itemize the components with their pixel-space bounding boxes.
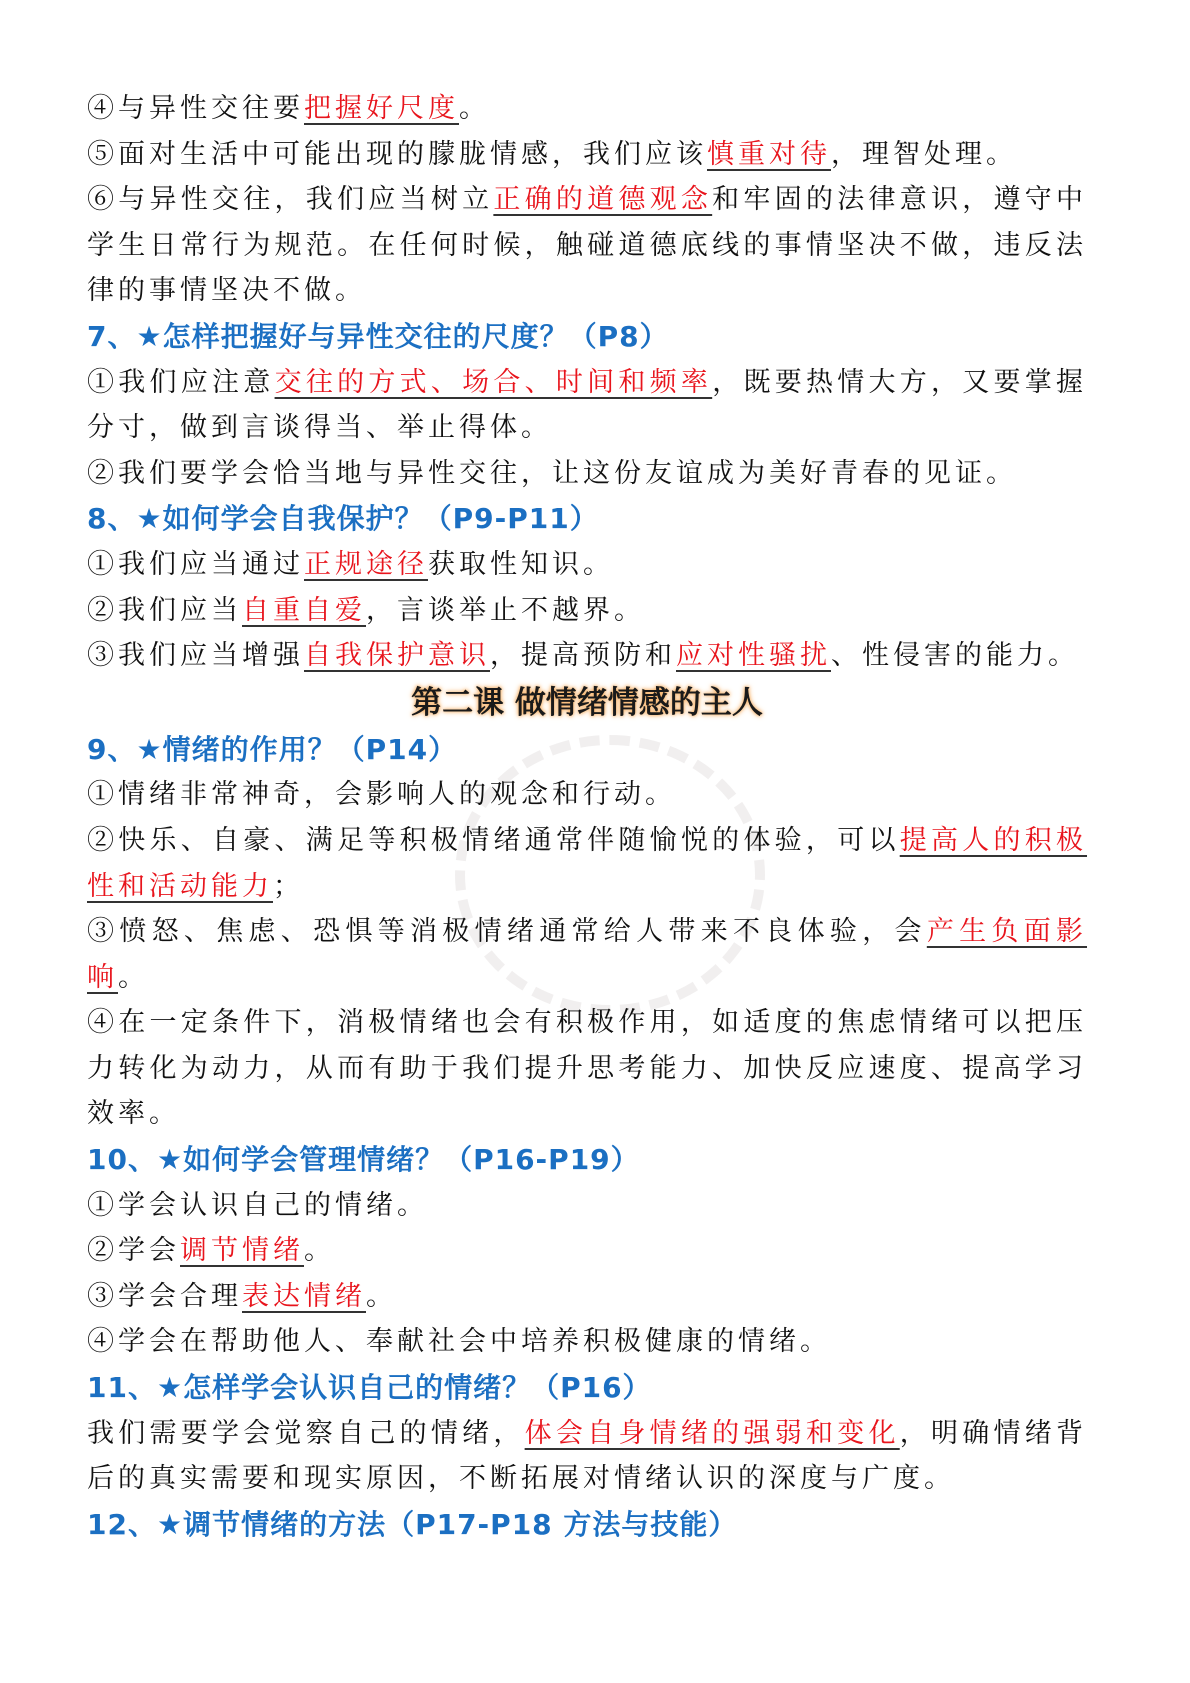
key-point-highlight: 把握好尺度 [304, 93, 459, 124]
paragraph [87, 1183, 1087, 1229]
text-segment: 9、★情绪的作用？（P14） [87, 732, 458, 766]
paragraph [87, 132, 1087, 178]
key-point-highlight: 慎重对待 [707, 138, 831, 170]
text-segment: ，理智处理。 [831, 138, 1017, 170]
paragraph [87, 1319, 1087, 1365]
text-segment: ①情绪非常神奇，会影响人的观念和行动。 [87, 779, 676, 811]
key-point-highlight: 产生负面影响 [87, 916, 1088, 993]
document-body [87, 86, 1087, 1547]
key-point-highlight: 自重自爱 [242, 594, 366, 626]
key-point-highlight: 应对性骚扰 [676, 640, 831, 672]
text-segment: ②我们应当 [87, 594, 242, 626]
question-heading [87, 1365, 1087, 1411]
text-segment: ，提高预防和 [490, 640, 676, 672]
text-segment: ②我们要学会恰当地与异性交往，让这份友谊成为美好青春的见证。 [87, 457, 1017, 489]
question-heading [87, 314, 1087, 360]
text-segment: ①我们应注意 [87, 366, 275, 398]
text-segment: ④学会在帮助他人、奉献社会中培养积极健康的情绪。 [87, 1326, 831, 1358]
text-segment: 和牢固的法律意识，遵守中学生日常行为规范。在任何时候，触碰道德底线的事情坚决不做，违反法律的事情坚决不做。 [87, 184, 1088, 307]
question-heading [87, 496, 1087, 542]
text-segment: ④在一定条件下，消极情绪也会有积极作用，如适度的焦虑情绪可以把压力转化为动力，从而有助于我们提升思考能力、加快反应速度、提高学习效率。 [87, 1007, 1087, 1130]
key-point-highlight: 正确的道德观念 [493, 184, 713, 216]
paragraph [87, 772, 1087, 818]
text-segment: 第二课 做情绪情感的主人 [411, 684, 763, 721]
paragraph [87, 1000, 1087, 1137]
question-heading [87, 1502, 1087, 1548]
key-point-highlight: 调节情绪 [180, 1235, 304, 1267]
paragraph [87, 1228, 1087, 1274]
text-segment: ①我们应当通过 [87, 548, 304, 580]
text-segment: ④与异性交往要 [87, 93, 304, 124]
paragraph [87, 633, 1087, 679]
text-segment: ③我们应当增强 [87, 640, 304, 672]
text-segment: 7、★怎样把握好与异性交往的尺度？（P8） [87, 319, 669, 353]
text-segment: 获取性知识。 [428, 548, 614, 580]
paragraph [87, 1411, 1087, 1502]
text-segment: ③学会合理 [87, 1280, 242, 1312]
paragraph [87, 542, 1087, 588]
key-point-highlight: 交往的方式、场合、时间和频率 [274, 366, 713, 398]
text-segment: ②快乐、自豪、满足等积极情绪通常伴随愉悦的体验，可以 [87, 824, 900, 856]
paragraph [87, 1274, 1087, 1320]
key-point-highlight: 自我保护意识 [304, 640, 490, 672]
text-segment: ⑤面对生活中可能出现的朦胧情感，我们应该 [87, 138, 707, 170]
paragraph [87, 451, 1087, 497]
paragraph [87, 86, 1087, 132]
paragraph [87, 818, 1087, 909]
text-segment: 。 [366, 1280, 397, 1312]
text-segment: ②学会 [87, 1235, 180, 1267]
lesson-title [87, 679, 1087, 727]
text-segment: ； [273, 870, 304, 902]
text-segment: ，明确情绪背后的真实需要和现实原因，不断拓展对情绪认识的深度与广度。 [87, 1417, 1088, 1495]
text-segment: 。 [304, 1235, 335, 1267]
text-segment: ，言谈举止不越界。 [366, 594, 645, 626]
key-point-highlight: 体会自身情绪的强弱和变化 [524, 1417, 900, 1449]
paragraph [87, 909, 1087, 1000]
text-segment: 10、★如何学会管理情绪？（P16-P19） [87, 1143, 640, 1177]
text-segment: 8、★如何学会自我保护？（P9-P11） [87, 502, 599, 536]
key-point-highlight: 表达情绪 [242, 1280, 366, 1312]
text-segment: 、性侵害的能力。 [831, 640, 1079, 672]
text-segment: ①学会认识自己的情绪。 [87, 1189, 428, 1221]
text-segment: 。 [459, 93, 490, 124]
question-heading [87, 1137, 1087, 1183]
text-segment: 。 [118, 961, 149, 993]
text-segment: 我们需要学会觉察自己的情绪， [87, 1417, 525, 1449]
paragraph [87, 177, 1087, 314]
text-segment: ⑥与异性交往，我们应当树立 [87, 184, 494, 216]
text-segment: 11、★怎样学会认识自己的情绪？（P16） [87, 1371, 652, 1405]
paragraph [87, 360, 1087, 451]
key-point-highlight: 提高人的积极性和活动能力 [87, 824, 1088, 902]
key-point-highlight: 正规途径 [304, 548, 428, 580]
paragraph [87, 588, 1087, 634]
text-segment: 12、★调节情绪的方法（P17-P18 方法与技能） [87, 1507, 738, 1541]
text-segment: ，既要热情大方，又要掌握分寸，做到言谈得当、举止得体。 [87, 366, 1088, 444]
text-segment: ③愤怒、焦虑、恐惧等消极情绪通常给人带来不良体验，会 [87, 916, 927, 948]
question-heading [87, 727, 1087, 773]
